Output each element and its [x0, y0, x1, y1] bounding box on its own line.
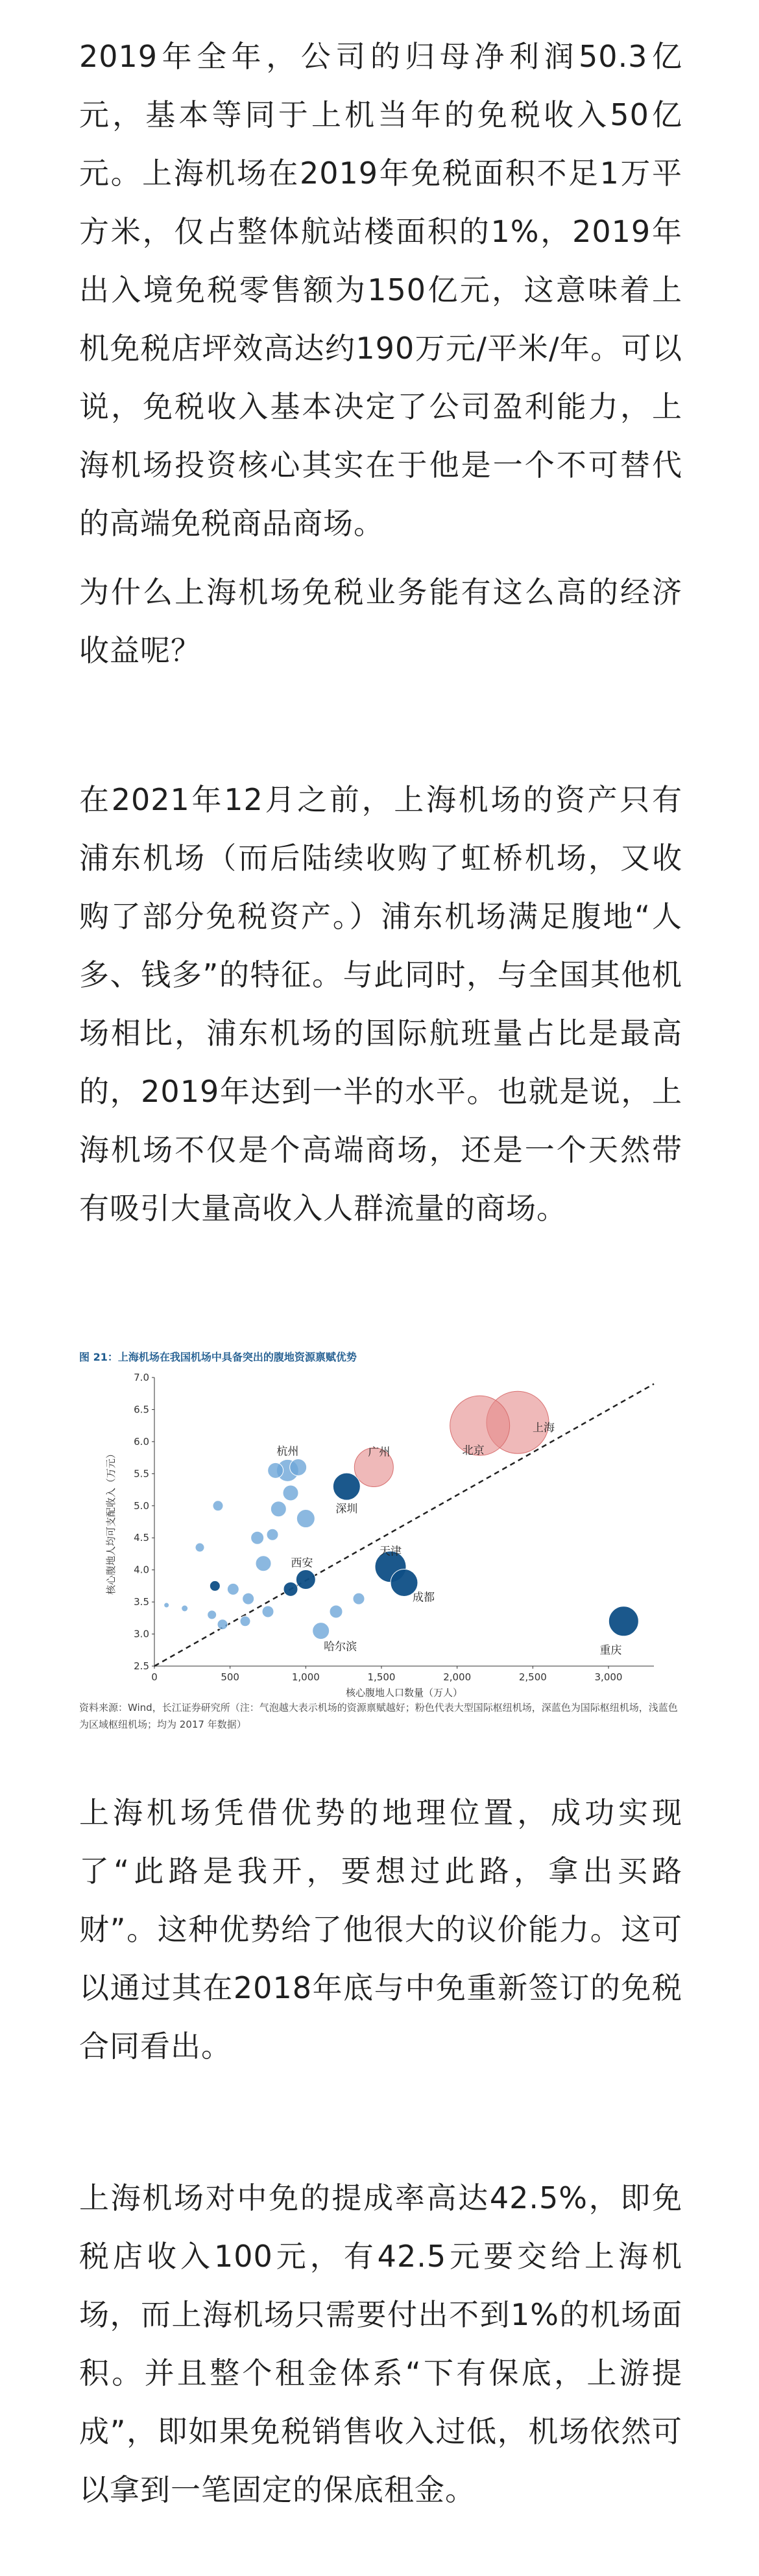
y-tick-label: 2.5 [134, 1660, 149, 1672]
bubble-重庆 [608, 1606, 638, 1636]
chart-title: 图 21：上海机场在我国机场中具备突出的腹地资源禀赋优势 [79, 1351, 357, 1363]
y-tick-label: 6.5 [134, 1403, 149, 1416]
bubble [210, 1580, 220, 1591]
bubble-chart [77, 1365, 686, 1708]
bubble [195, 1543, 204, 1552]
y-tick-label: 3.0 [134, 1628, 149, 1640]
bubble [290, 1459, 307, 1475]
y-axis-title: 核心腹地人均可支配收入（万元） [105, 1448, 117, 1595]
x-tick-label: 2,500 [518, 1671, 547, 1683]
bubble-深圳 [333, 1473, 360, 1500]
bubble [296, 1510, 315, 1528]
paragraph-2: 为什么上海机场免税业务能有这么高的经济收益呢？ [79, 575, 682, 668]
y-tick-label: 5.5 [134, 1468, 149, 1480]
bubble-label: 北京 [462, 1444, 485, 1458]
bubble [217, 1619, 228, 1630]
bubble-label: 西安 [291, 1556, 313, 1570]
bubble [283, 1582, 298, 1596]
bubble [251, 1531, 264, 1544]
y-tick-label: 6.0 [134, 1435, 149, 1448]
x-axis-title: 核心腹地人口数量（万人） [345, 1687, 463, 1699]
x-tick-label: 2,000 [443, 1671, 472, 1683]
trendline [154, 1384, 654, 1666]
paragraph-1: 2019年全年，公司的归母净利润50.3亿元，基本等同于上机当年的免税收入50亿元。上海机场在2019年免税面积不足1万平方米，仅占整体航站楼面积的1%，2019年出入境免税零售额为150亿元，这意味着上机免税店坪效高达约190万元/平米/年。可以说，免税收入基本决定了公司盈利能力，上海机场投资核心其实在于他是一个不可替代的高端免税商品商场。 [79, 39, 682, 541]
bubble [353, 1593, 365, 1604]
y-tick-label: 3.5 [134, 1596, 149, 1608]
bubble-label: 天津 [380, 1545, 402, 1558]
x-tick-label: 1,000 [291, 1671, 320, 1683]
bubble [330, 1605, 343, 1618]
bubble [240, 1616, 250, 1627]
bubble [256, 1556, 271, 1571]
bubble [267, 1529, 278, 1540]
y-tick-label: 5.0 [134, 1499, 149, 1512]
y-tick-label: 7.0 [134, 1372, 149, 1383]
chart-source-note: 资料来源：Wind，长江证券研究所（注：气泡越大表示机场的资源禀赋越好；粉色代表大型国际枢纽机场，深蓝色为国际枢纽机场，浅蓝色为区域枢纽机场；均为 2017 年数据） [79, 1702, 678, 1730]
bubble-西安 [296, 1570, 315, 1590]
bubble [271, 1501, 286, 1517]
bubble-label: 深圳 [335, 1503, 358, 1516]
paragraph-5: 上海机场对中免的提成率高达42.5%，即免税店收入100元，有42.5元要交给上海机场，而上海机场只需要付出不到1%的机场面积。并且整个租金体系“下有保底，上游提成”，即如果免税销售收入过低，机场依然可以拿到一笔固定的保底租金。 [79, 2180, 682, 2507]
bubble [182, 1605, 188, 1612]
x-tick-label: 0 [151, 1671, 158, 1683]
bubble [283, 1485, 298, 1501]
bubble-label: 哈尔滨 [324, 1640, 357, 1654]
bubble-label: 重庆 [599, 1643, 622, 1657]
bubble [164, 1603, 169, 1608]
paragraph-4: 上海机场凭借优势的地理位置，成功实现了“此路是我开，要想过此路，拿出买路财”。这种优势给了他很大的议价能力。这可以通过其在2018年底与中免重新签订的免税合同看出。 [79, 1795, 682, 2064]
bubble-哈尔滨 [313, 1623, 330, 1640]
bubble [208, 1610, 217, 1619]
chart-figure [77, 1349, 686, 1732]
x-tick-label: 1,500 [367, 1671, 396, 1683]
bubble-label: 杭州 [276, 1445, 299, 1459]
bubble [262, 1606, 274, 1617]
x-tick-label: 3,000 [594, 1671, 623, 1683]
y-tick-label: 4.5 [134, 1532, 149, 1544]
bubble-label: 广州 [368, 1446, 391, 1459]
paragraph-3: 在2021年12月之前，上海机场的资产只有浦东机场（而后陆续收购了虹桥机场，又收购了部分免税资产。）浦东机场满足腹地“人多、钱多”的特征。与此同时，与全国其他机场相比，浦东机场的国际航班量占比是最高的，2019年达到一半的水平。也就是说，上海机场不仅是个高端商场，还是一个天然带有吸引大量高收入人群流量的商场。 [79, 782, 682, 1226]
bubble [227, 1583, 239, 1595]
y-tick-label: 4.0 [134, 1564, 149, 1576]
x-tick-label: 500 [221, 1671, 239, 1683]
bubble [213, 1501, 223, 1511]
bubble [243, 1593, 254, 1604]
bubble-label: 上海 [533, 1422, 555, 1435]
bubble [268, 1462, 283, 1478]
bubble-label: 成都 [413, 1591, 435, 1604]
